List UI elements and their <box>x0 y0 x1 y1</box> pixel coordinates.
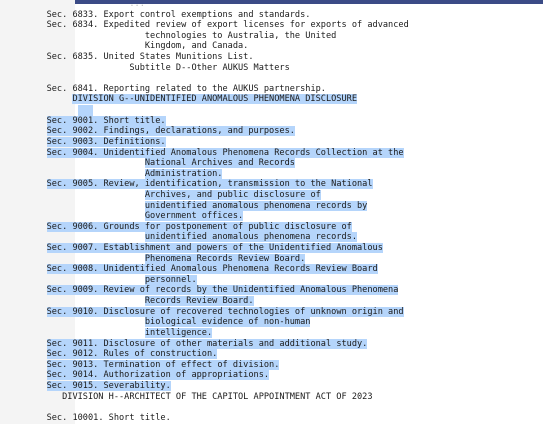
document-line <box>0 222 543 233</box>
indent <box>0 307 47 317</box>
indent <box>0 360 47 370</box>
document-line-text: Sec. 9012. Rules of construction. <box>46 349 218 360</box>
indent <box>0 254 145 264</box>
document-line-text: National Archives and Records <box>144 158 295 169</box>
indent <box>0 317 145 327</box>
document-line-text: technologies to Australia, the United <box>144 30 337 41</box>
document-line-text: intelligence. <box>144 327 213 338</box>
indent <box>0 275 145 285</box>
document-line-text: Sec. 9009. Review of records by the Unidentified Anomalous Phenomena <box>46 285 399 296</box>
document-line-text: Sec. 6833. Export control exemptions and standards. <box>46 9 311 20</box>
document-line-text: Archives, and public disclosure of <box>144 189 321 200</box>
document-line-text: Sec. 9003. Definitions. <box>46 136 166 147</box>
indent <box>0 328 145 338</box>
document-line-text: Sec. 9010. Disclosure of recovered technologies of unknown origin and <box>46 306 404 317</box>
document-line <box>0 402 543 413</box>
document-line <box>0 360 543 371</box>
document-line-text: Sec. 9001. Short title. <box>46 115 166 126</box>
indent <box>0 222 47 232</box>
document-line <box>0 370 543 381</box>
indent <box>0 169 145 179</box>
document-line <box>0 254 543 265</box>
document-line <box>0 317 543 328</box>
document-line-text: Sec. 9015. Severability. <box>46 380 171 391</box>
document-line <box>0 328 543 339</box>
indent <box>0 339 47 349</box>
document-line-text: DIVISION H--ARCHITECT OF THE CAPITOL APPOINTMENT ACT OF 2023 <box>62 391 373 402</box>
document-line <box>0 116 543 127</box>
document-line <box>0 10 543 21</box>
document-line <box>0 137 543 148</box>
document-line-text: unidentified anomalous phenomena records. <box>144 232 358 243</box>
document-line-text: Sec. 6835. United States Munitions List. <box>46 52 254 63</box>
indent <box>0 63 129 73</box>
document-line <box>0 392 543 403</box>
document-line <box>0 381 543 392</box>
document-line <box>0 339 543 350</box>
indent <box>0 190 145 200</box>
document-line <box>0 349 543 360</box>
document-line-text: Sec. 9006. Grounds for postponement of public disclosure of <box>46 221 352 232</box>
document-line-text: Subtitle D--Other AUKUS Matters <box>129 62 290 73</box>
document-line-text: Government offices. <box>144 211 244 222</box>
document-line-text: Sec. 6841. Reporting related to the AUKUS partnership. <box>46 83 326 94</box>
document-line-text: Sec. 9011. Disclosure of other materials and additional study. <box>46 338 368 349</box>
indent <box>0 179 47 189</box>
indent <box>0 148 47 158</box>
document-line-text: Administration. <box>144 168 223 179</box>
document-line-text: Sec. 9004. Unidentified Anomalous Phenomena Records Collection at the <box>46 147 404 158</box>
document-line-text: Sec. 9002. Findings, declarations, and purposes. <box>46 126 295 137</box>
document-line-text: Phenomena Records Review Board. <box>144 253 306 264</box>
indent <box>0 370 47 380</box>
document-line <box>0 126 543 137</box>
document-line <box>0 169 543 180</box>
document-line <box>0 190 543 201</box>
document-line <box>0 243 543 254</box>
document-line <box>0 307 543 318</box>
document-line-text: Sec. 9005. Review, identification, transmission to the National <box>46 179 373 190</box>
indent <box>0 10 47 20</box>
indent <box>0 285 47 295</box>
document-line-text: Sec. 6834. Expedited review of export licenses for exports of advanced <box>46 20 409 31</box>
indent <box>0 20 47 30</box>
indent <box>0 392 62 402</box>
document-line <box>0 158 543 169</box>
document-line-text: Sec. 9014. Authorization of appropriations. <box>46 370 270 381</box>
document-line <box>0 413 543 424</box>
document-line <box>0 41 543 52</box>
indent <box>0 31 145 41</box>
document-line-text: biological evidence of non-human <box>144 317 311 328</box>
document-line <box>0 232 543 243</box>
document-line <box>0 275 543 286</box>
indent <box>0 126 47 136</box>
document-line <box>0 73 543 84</box>
indent <box>0 264 47 274</box>
document-line <box>0 20 543 31</box>
document-line-text: Sec. 9008. Unidentified Anomalous Phenomena Records Review Board <box>46 264 378 275</box>
document-line <box>0 84 543 95</box>
indent <box>0 94 72 104</box>
indent <box>0 296 145 306</box>
indent <box>0 349 47 359</box>
indent <box>0 52 47 62</box>
document-line <box>0 285 543 296</box>
document-line-text: unidentified anomalous phenomena records by <box>144 200 368 211</box>
document-line <box>0 296 543 307</box>
indent <box>0 158 145 168</box>
document-line-text: Kingdom, and Canada. <box>144 41 249 52</box>
indent <box>0 201 145 211</box>
indent <box>0 84 47 94</box>
document-line <box>0 148 543 159</box>
indent <box>0 381 47 391</box>
document-line-text: ... <box>129 0 244 9</box>
document-line <box>0 179 543 190</box>
document-line <box>0 0 543 10</box>
document-line <box>0 201 543 212</box>
indent <box>0 413 47 423</box>
document-line-text: Records Review Board. <box>144 296 254 307</box>
document-line <box>78 105 93 116</box>
indent <box>0 232 145 242</box>
document-line-text: DIVISION G--UNIDENTIFIED ANOMALOUS PHENOMENA DISCLOSURE <box>72 94 358 105</box>
document-line <box>0 264 543 275</box>
document-line <box>0 31 543 42</box>
document-line <box>0 63 543 74</box>
indent <box>0 0 129 9</box>
indent <box>0 116 47 126</box>
indent <box>0 211 145 221</box>
document-line-text: Sec. 10001. Short title. <box>46 412 171 423</box>
document-line <box>0 94 543 105</box>
document-line <box>0 52 543 63</box>
indent <box>0 137 47 147</box>
document-line-text: Sec. 9007. Establishment and powers of the Unidentified Anomalous <box>46 243 383 254</box>
indent <box>0 41 145 51</box>
indent <box>0 243 47 253</box>
document-line-text: personnel. <box>144 274 197 285</box>
document-line-text: Sec. 9013. Termination of effect of division. <box>46 359 280 370</box>
document-line <box>0 211 543 222</box>
